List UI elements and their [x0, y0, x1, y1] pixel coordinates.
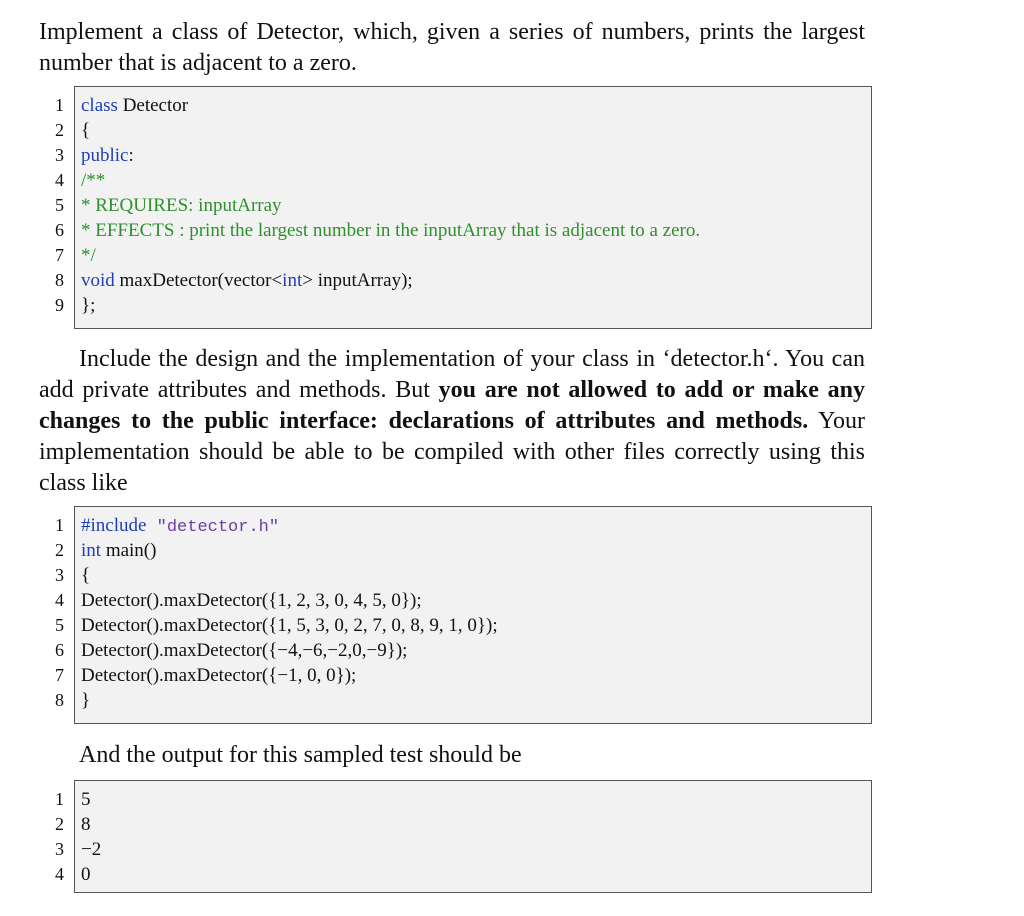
line-numbers — [34, 787, 64, 887]
include-bold-text: you are not allowed to add or make any changes to the public interface: declarations of attributes and methods. — [39, 377, 865, 434]
code-line — [81, 143, 865, 168]
line-number: 3 — [55, 145, 64, 165]
keyword: public — [81, 145, 129, 166]
line-number: 4 — [55, 170, 64, 190]
code-box — [74, 780, 872, 893]
keyword: int — [81, 540, 102, 561]
line-number: 1 — [55, 95, 64, 115]
code-line — [81, 513, 865, 538]
include-paragraph — [39, 344, 865, 499]
line-number: 8 — [55, 270, 64, 290]
comment-line: * EFFECTS : print the largest number in the inputArray that is adjacent to a zero. — [81, 220, 701, 241]
code-text: : — [128, 145, 134, 166]
code-line: { — [81, 120, 91, 141]
keyword: void — [81, 270, 115, 291]
line-number: 7 — [55, 665, 64, 685]
code-text: main() — [101, 540, 157, 561]
code-line: Detector().maxDetector({−1, 0, 0}); — [81, 665, 357, 686]
comment-line: * REQUIRES: inputArray — [81, 195, 282, 216]
keyword: #include — [81, 515, 147, 536]
comment-line: */ — [81, 245, 96, 266]
line-numbers — [34, 513, 64, 713]
output-paragraph: And the output for this sampled test should be — [79, 742, 522, 768]
line-number: 4 — [55, 864, 64, 884]
include-text: Your implementation should be able to be compiled with other files correctly using this class like — [39, 408, 865, 496]
line-number: 6 — [55, 640, 64, 660]
code-line — [81, 538, 865, 563]
line-number: 6 — [55, 220, 64, 240]
output-line: 8 — [81, 814, 91, 835]
output-line: −2 — [81, 839, 102, 860]
comment-line: /** — [81, 170, 106, 191]
line-number: 1 — [55, 515, 64, 535]
code-text: maxDetector(vector< — [114, 270, 283, 291]
code-line: Detector().maxDetector({−4,−6,−2,0,−9}); — [81, 640, 408, 661]
line-numbers — [34, 93, 64, 318]
code-text: > inputArray); — [302, 270, 413, 291]
line-number: 2 — [55, 540, 64, 560]
line-number: 1 — [55, 789, 64, 809]
keyword: int — [282, 270, 303, 291]
line-number: 9 — [55, 295, 64, 315]
code-line: { — [81, 565, 91, 586]
keyword: class — [81, 95, 118, 116]
code-line: Detector().maxDetector({1, 5, 3, 0, 2, 7, 0, 8, 9, 1, 0}); — [81, 615, 498, 636]
code-line: } — [81, 690, 91, 711]
line-number: 2 — [55, 814, 64, 834]
line-number: 3 — [55, 565, 64, 585]
line-number: 8 — [55, 690, 64, 710]
code-text: Detector — [117, 95, 189, 116]
output-line: 0 — [81, 864, 91, 885]
line-number: 5 — [55, 195, 64, 215]
line-number: 7 — [55, 245, 64, 265]
code-line — [81, 93, 865, 118]
line-number: 5 — [55, 615, 64, 635]
line-number: 4 — [55, 590, 64, 610]
code-box — [74, 506, 872, 724]
code-line — [81, 268, 865, 293]
code-box — [74, 86, 872, 329]
code-line: Detector().maxDetector({1, 2, 3, 0, 4, 5, 0}); — [81, 590, 422, 611]
line-number: 2 — [55, 120, 64, 140]
line-number: 3 — [55, 839, 64, 859]
intro-paragraph: Implement a class of Detector, which, given a series of numbers, prints the largest number that is adjacent to a zero. — [39, 19, 865, 76]
output-line: 5 — [81, 789, 91, 810]
string-literal: "detector.h" — [146, 518, 280, 537]
include-text: Include the design and the implementation of your class in ‘detector.h‘. You can add private attributes and methods. But — [39, 346, 865, 403]
code-line: }; — [81, 295, 96, 316]
